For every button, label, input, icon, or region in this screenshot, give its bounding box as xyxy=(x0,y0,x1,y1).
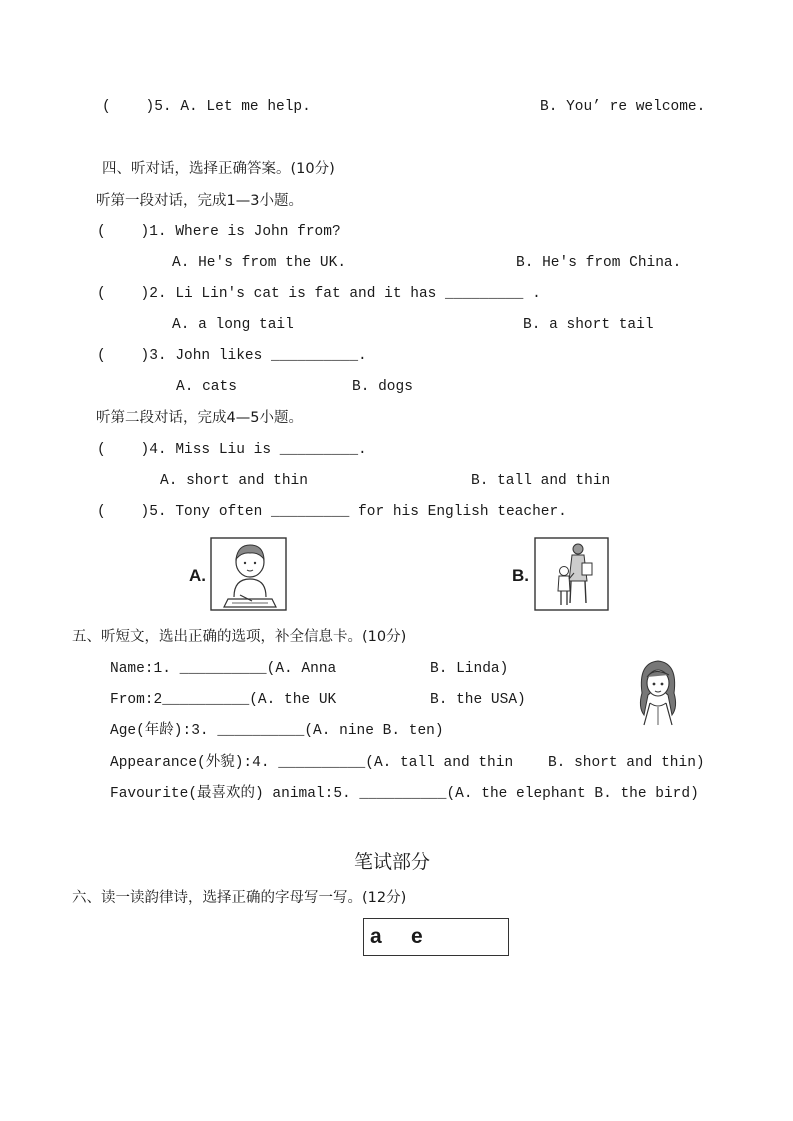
info-card-appearance-row: Appearance(外貌):4. __________(A. tall and thin B. short and thin) xyxy=(110,755,705,771)
s3-q5-stem: ( )5. A. Let me help. xyxy=(102,99,311,115)
s4-q5-picture-b-label: B. xyxy=(512,566,529,585)
s4-q5-picture-a-label: A. xyxy=(189,566,206,585)
s4-q1-stem: ( )1. Where is John from? xyxy=(97,224,341,240)
girl-portrait-picture xyxy=(634,655,682,727)
s4-q4-option-b: B. tall and thin xyxy=(471,473,611,489)
letter-choice-box xyxy=(363,918,509,956)
s4-q4-stem: ( )4. Miss Liu is _________. xyxy=(97,442,367,458)
info-card-from-option-b: B. the USA) xyxy=(430,692,526,708)
boy-writing-picture xyxy=(210,537,287,611)
child-helping-teacher-picture xyxy=(534,537,609,611)
s4-q1-option-b: B. He's from China. xyxy=(516,255,682,271)
letter-e: e xyxy=(411,925,423,948)
s4-q2-stem: ( )2. Li Lin's cat is fat and it has _________ . xyxy=(97,286,541,302)
s4-q3-option-b: B. dogs xyxy=(352,379,413,395)
info-card-favourite-animal-row: Favourite(最喜欢的) animal:5. __________(A. the elephant B. the bird) xyxy=(110,786,699,802)
section5-heading: 五、听短文，选出正确的选项，补全信息卡。(10分) xyxy=(72,629,407,645)
section4-part2-instruction: 听第二段对话，完成4—5小题。 xyxy=(96,410,303,426)
s4-q1-option-a: A. He's from the UK. xyxy=(172,255,347,271)
s4-q2-option-a: A. a long tail xyxy=(172,317,294,333)
info-card-age-row: Age(年龄):3. __________(A. nine B. ten) xyxy=(110,723,444,739)
s4-q4-option-a: A. short and thin xyxy=(160,473,308,489)
section4-part1-instruction: 听第一段对话，完成1—3小题。 xyxy=(96,193,303,209)
s4-q2-option-b: B. a short tail xyxy=(523,317,654,333)
s4-q5-stem: ( )5. Tony often _________ for his English teacher. xyxy=(97,504,567,520)
written-part-title: 笔试部分 xyxy=(354,851,431,873)
s4-q3-option-a: A. cats xyxy=(176,379,237,395)
s4-q3-stem: ( )3. John likes __________. xyxy=(97,348,367,364)
info-card-from-row: From:2__________(A. the UK xyxy=(110,692,337,708)
info-card-name-option-b: B. Linda) xyxy=(430,661,509,677)
section4-heading: 四、听对话，选择正确答案。(10分) xyxy=(102,161,335,177)
section6-heading: 六、读一读韵律诗，选择正确的字母写一写。(12分) xyxy=(72,890,407,906)
info-card-name-row: Name:1. __________(A. Anna xyxy=(110,661,337,677)
letter-a: a xyxy=(370,925,382,948)
s3-q5-option-b: B. You’ re welcome. xyxy=(540,99,706,115)
